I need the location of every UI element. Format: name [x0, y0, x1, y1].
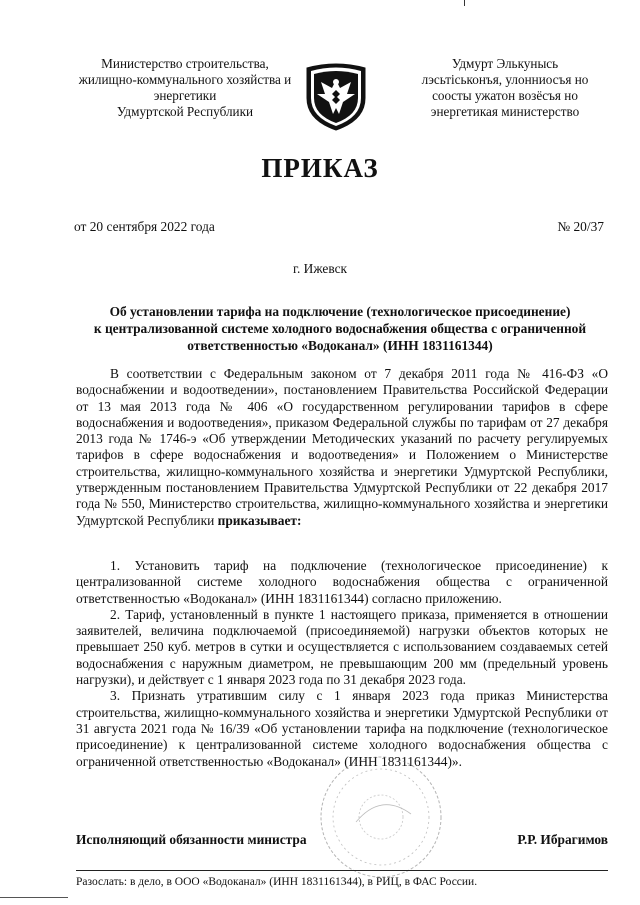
distribution-list: Разослать: в дело, в ООО «Водоканал» (ИНН 1831161344), в РИЦ, в ФАС России.	[76, 876, 478, 888]
ministry-line: сооcты ужатон возёсъя но	[432, 88, 578, 103]
udmurt-coat-of-arms-icon	[301, 58, 371, 132]
ministry-line: энергетики	[153, 88, 217, 103]
ministry-line: жилищно-коммунального хозяйства и	[78, 72, 292, 87]
ministry-name-udmurt	[395, 56, 615, 120]
order-subject	[70, 303, 610, 354]
signer-name: Р.Р. Ибрагимов	[517, 832, 608, 847]
order-number: № 20/37	[557, 219, 604, 234]
document-title: ПРИКАЗ	[261, 153, 379, 183]
footer-divider	[76, 870, 608, 871]
ministry-line: Удмуртской Республики	[116, 104, 254, 119]
scan-mark	[464, 0, 465, 6]
order-item: 1. Установить тариф на подключение (технологическое присоединение) к централизованной системе холодного водоснабжения общества с ограниченной ответственностью «Водоканал» (ИНН 1831161344) согласно приложению.	[76, 558, 608, 606]
ministry-name-russian	[60, 56, 310, 120]
signer-position: Исполняющий обязанности министра	[76, 832, 307, 847]
order-item: 3. Признать утратившим силу с 1 января 2023 года приказ Министерства строительства, жилищно-коммунального хозяйства и энергетики Удмуртской Республики от 31 августа 2021 года № 16/39 «Об установлении тарифа на подключение (технологическое присоединение) к централизованной системе холодного водоснабжения общества с ограниченной ответственностью «Водоканал» (ИНН 1831161344)».	[76, 688, 608, 769]
decree-word: приказывает:	[217, 512, 302, 528]
preamble-paragraph	[76, 366, 608, 529]
subject-line: ответственностью «Водоканал» (ИНН 1831161344)	[187, 338, 493, 353]
ministry-line: лэсьтiськонъя, улонниосъя но	[421, 72, 589, 87]
order-city: г. Ижевск	[292, 261, 348, 276]
ministry-line: Министерство строительства,	[101, 56, 269, 71]
ministry-line: энергетикая министерство	[430, 104, 580, 119]
subject-line: к централизованной системе холодного водоснабжения общества с ограниченной	[93, 321, 587, 336]
order-item: 2. Тариф, установленный в пункте 1 настоящего приказа, применяется в отношении заявителей, величина подключаемой (присоединяемой) нагрузки объектов которых не превышает 250 куб. метров в сутки и осуществляется с использованием создаваемых сетей водоснабжения с наружным диаметром, не превышающим 200 мм (предельный уровень нагрузки), и действует с 1 января 2023 года по 31 декабря 2023 года.	[76, 606, 608, 688]
order-items	[76, 558, 608, 770]
subject-line: Об установлении тарифа на подключение (технологическое присоединение)	[109, 304, 571, 319]
order-date: от 20 сентября 2022 года	[74, 219, 215, 234]
ministry-line: Удмурт Элькунысь	[451, 56, 559, 71]
official-seal-stamp	[316, 752, 446, 882]
scan-edge-line	[0, 897, 68, 898]
preamble-text: В соответствии с Федеральным законом от 7 декабря 2011 года № 416-ФЗ «О водоснабжении и водоотведении», постановлением Правительства Российской Федерации от 13 мая 2013 года № 406 «О государственном регулировании тарифов в сфере водоснабжения и водоотведения», приказом Федеральной службы по тарифам от 27 декабря 2013 года № 1746-э «Об утверждении Методических указаний по расчету регулируемых тарифов в сфере водоснабжения и водоотведения» и Положением о Министерстве строительства, жилищно-коммунального хозяйства и энергетики Удмуртской Республики, утвержденным постановлением Правительства Удмуртской Республики от 22 декабря 2017 года № 550, Министерство строительства, жилищно-коммунального хозяйства и энергетики Удмуртской Республики	[76, 366, 608, 528]
